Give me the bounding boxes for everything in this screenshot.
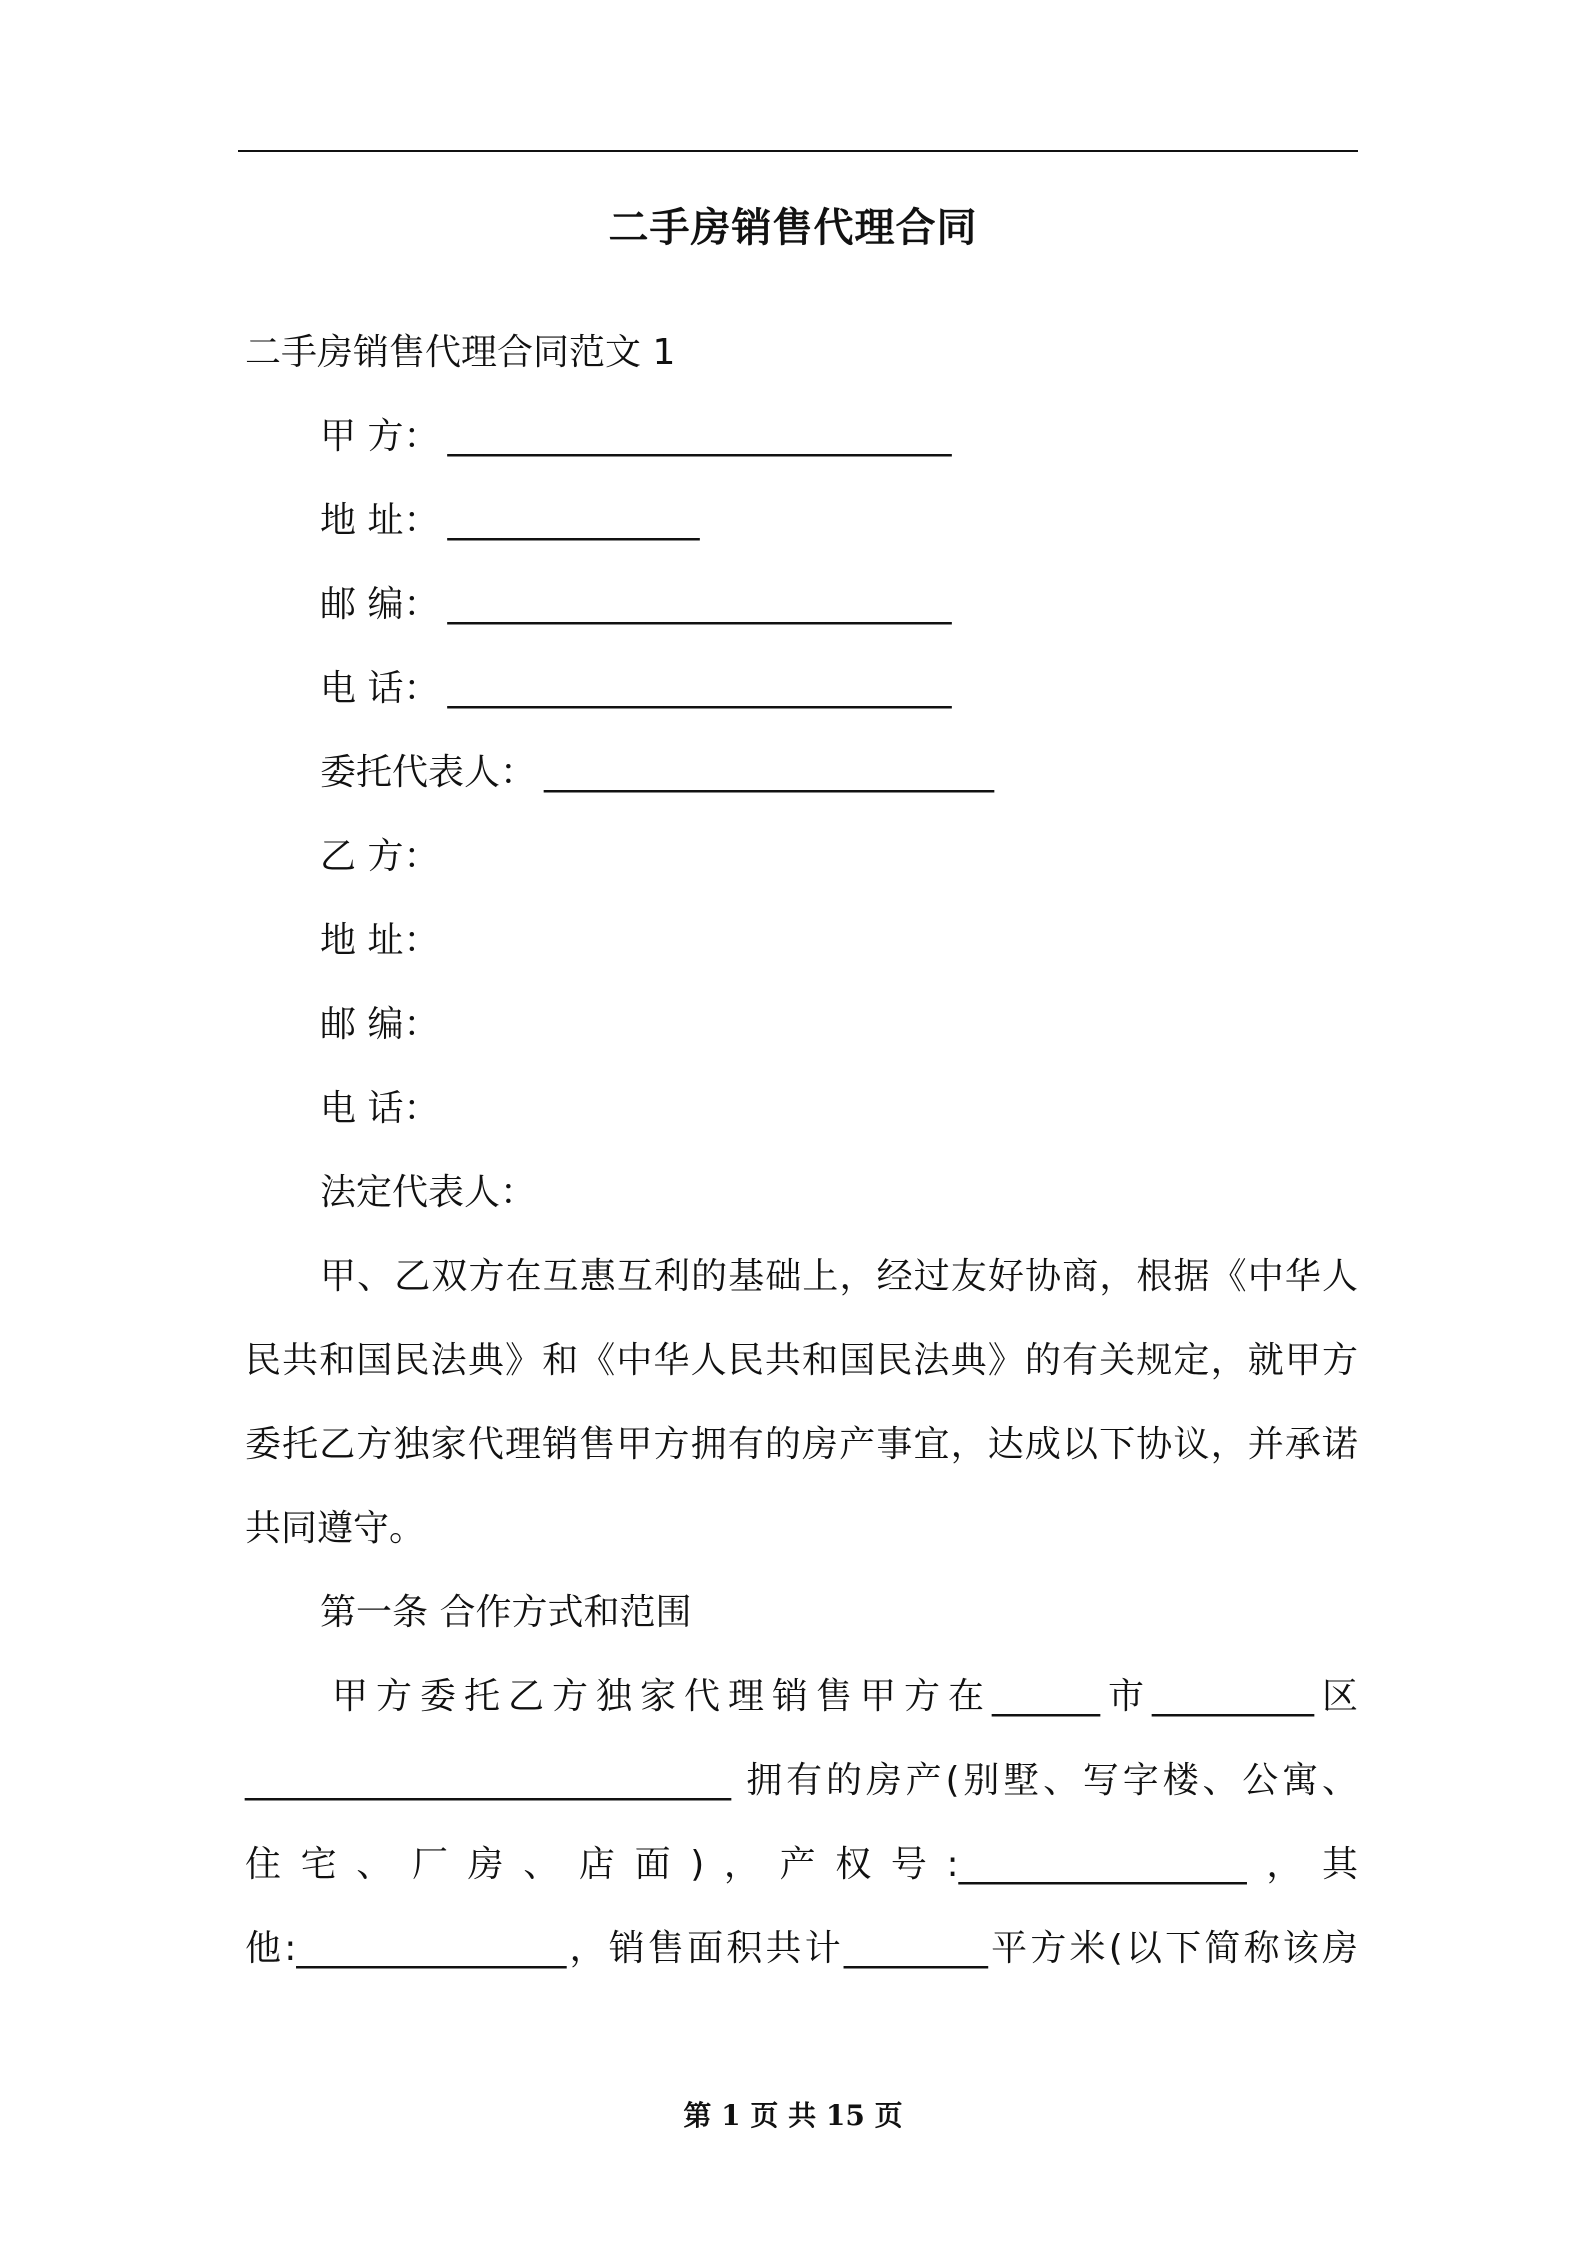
field-blank: _________________________ bbox=[544, 752, 995, 793]
field-blank: ______________ bbox=[447, 500, 700, 541]
party-a-field-representative bbox=[245, 731, 1358, 815]
field-label: 地 址： bbox=[320, 500, 440, 541]
intro-paragraph-line: 共同遵守。 bbox=[245, 1508, 426, 1549]
article-heading: 第一条 合作方式和范围 bbox=[320, 1592, 692, 1633]
field-blank: ____________________________ bbox=[447, 668, 952, 709]
party-b-field-phone: 电 话： bbox=[320, 1088, 440, 1129]
document-subtitle: 二手房销售代理合同范文 1 bbox=[245, 332, 676, 373]
field-blank: ____________________________ bbox=[447, 584, 952, 625]
field-label: 甲 方： bbox=[320, 416, 440, 457]
field-blank: ____________________________ bbox=[447, 416, 952, 457]
document-body bbox=[245, 311, 1358, 1991]
intro-paragraph-line: 委托乙方独家代理销售甲方拥有的房产事宜，达成以下协议，并承诺 bbox=[245, 1424, 1358, 1465]
intro-paragraph-line: 民共和国民法典》和《中华人民共和国民法典》的有关规定，就甲方 bbox=[245, 1340, 1358, 1381]
page-number-footer: 第 1 页 共 15 页 bbox=[683, 2099, 903, 2132]
document-title: 二手房销售代理合同 bbox=[608, 205, 978, 251]
party-a-field-name bbox=[245, 395, 1358, 479]
field-label: 电 话： bbox=[320, 668, 440, 709]
article-paragraph-line: ___________________________ 拥有的房产(别墅、写字楼、公寓、 bbox=[245, 1760, 1358, 1801]
field-label: 邮 编： bbox=[320, 584, 440, 625]
party-b-field-name: 乙 方： bbox=[320, 836, 440, 877]
article-paragraph-line: 甲方委托乙方独家代理销售甲方在______市_________区 bbox=[332, 1676, 1358, 1717]
intro-paragraph-line: 甲、乙双方在互惠互利的基础上，经过友好协商，根据《中华人 bbox=[320, 1256, 1358, 1297]
party-b-field-postcode: 邮 编： bbox=[320, 1004, 440, 1045]
party-a-field-postcode bbox=[245, 563, 1358, 647]
article-paragraph-line: 住宅、厂房、店面)，产权号:________________，其 bbox=[245, 1844, 1358, 1885]
party-b-field-address: 地 址： bbox=[320, 920, 440, 961]
party-a-field-address bbox=[245, 479, 1358, 563]
party-b-field-legal-representative: 法定代表人： bbox=[320, 1172, 537, 1213]
header-rule bbox=[238, 150, 1358, 152]
field-label: 委托代表人： bbox=[320, 752, 537, 793]
party-a-field-phone bbox=[245, 647, 1358, 731]
article-paragraph-line: 他:_______________，销售面积共计________平方米(以下简称该房 bbox=[245, 1928, 1358, 1969]
